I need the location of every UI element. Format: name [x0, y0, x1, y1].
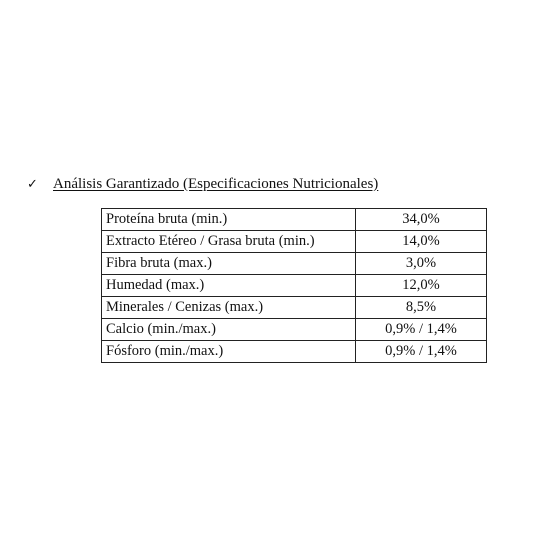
- table-row: [102, 341, 487, 363]
- nutrient-value: 0,9% / 1,4%: [356, 319, 487, 341]
- table-row: [102, 253, 487, 275]
- nutrient-label: Fibra bruta (max.): [102, 253, 356, 275]
- nutrient-label: Humedad (max.): [102, 275, 356, 297]
- checkmark-icon: ✓: [27, 176, 38, 192]
- nutrient-value: 3,0%: [356, 253, 487, 275]
- table-row: [102, 319, 487, 341]
- table-row: [102, 231, 487, 253]
- nutrition-table: [101, 208, 487, 363]
- nutrient-value: 14,0%: [356, 231, 487, 253]
- nutrient-value: 0,9% / 1,4%: [356, 341, 487, 363]
- nutrient-value: 34,0%: [356, 209, 487, 231]
- table-row: [102, 209, 487, 231]
- nutrient-value: 8,5%: [356, 297, 487, 319]
- nutrient-label: Proteína bruta (min.): [102, 209, 356, 231]
- nutrient-label: Calcio (min./max.): [102, 319, 356, 341]
- nutrient-value: 12,0%: [356, 275, 487, 297]
- nutrient-label: Fósforo (min./max.): [102, 341, 356, 363]
- table-row: [102, 275, 487, 297]
- nutrient-label: Extracto Etéreo / Grasa bruta (min.): [102, 231, 356, 253]
- nutrient-label: Minerales / Cenizas (max.): [102, 297, 356, 319]
- table-row: [102, 297, 487, 319]
- section-title: Análisis Garantizado (Especificaciones Nutricionales): [53, 175, 379, 192]
- section-heading: [27, 174, 378, 194]
